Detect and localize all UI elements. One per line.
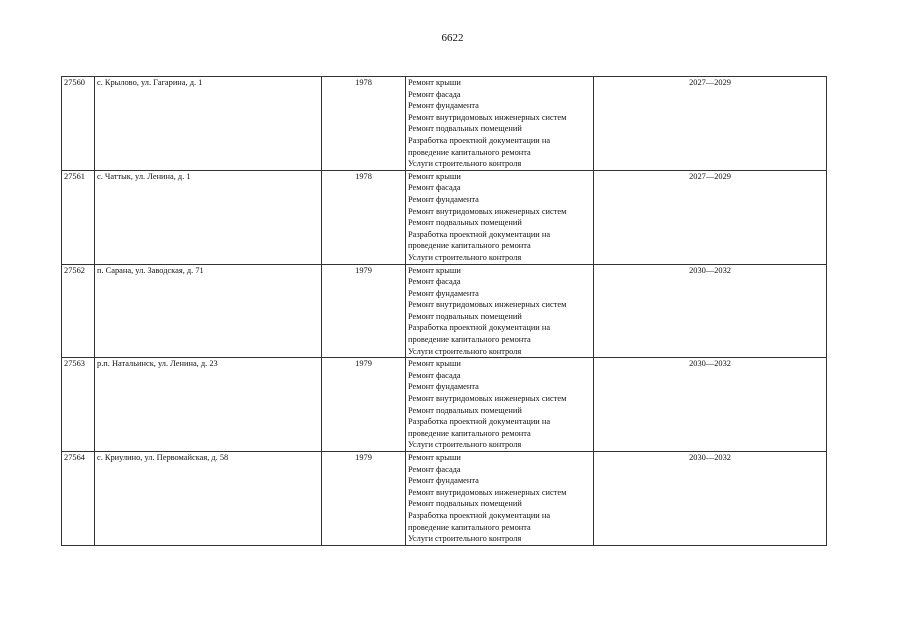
work-item: Ремонт крыши	[408, 359, 461, 369]
works-list-cell	[406, 77, 594, 171]
building-number-cell: 27562	[62, 264, 95, 358]
work-item: Услуги строительного контроля	[408, 440, 522, 450]
work-item: Ремонт фундамента	[408, 476, 479, 486]
address-cell: с. Крылово, ул. Гагарина, д. 1	[95, 77, 322, 171]
works-list-cell	[406, 452, 594, 546]
work-item: Ремонт фундамента	[408, 288, 479, 298]
work-item: Ремонт подвальных помещений	[408, 499, 522, 509]
work-item: Разработка проектной документации на	[408, 510, 551, 520]
address-cell: р.п. Натальинск, ул. Ленина, д. 23	[95, 358, 322, 452]
building-number-cell: 27564	[62, 452, 95, 546]
table-row	[62, 77, 827, 171]
building-number-cell: 27563	[62, 358, 95, 452]
work-item: Услуги строительного контроля	[408, 159, 522, 169]
work-item: проведение капитального ремонта	[408, 335, 531, 345]
work-item: Ремонт подвальных помещений	[408, 405, 522, 415]
works-list-cell	[406, 358, 594, 452]
work-item: Разработка проектной документации на	[408, 323, 551, 333]
work-item: Ремонт подвальных помещений	[408, 218, 522, 228]
work-item: проведение капитального ремонта	[408, 241, 531, 251]
period-cell: 2027—2029	[594, 170, 827, 264]
work-item: Ремонт фундамента	[408, 382, 479, 392]
table-row	[62, 452, 827, 546]
work-item: Ремонт фасада	[408, 370, 461, 380]
period-cell: 2030—2032	[594, 358, 827, 452]
work-item: Ремонт фундамента	[408, 194, 479, 204]
work-item: Разработка проектной документации на	[408, 229, 551, 239]
works-list-cell	[406, 264, 594, 358]
work-item: Ремонт фасада	[408, 464, 461, 474]
work-item: Услуги строительного контроля	[408, 534, 522, 544]
work-item: Ремонт внутридомовых инженерных систем	[408, 300, 567, 310]
year-cell: 1979	[322, 264, 406, 358]
work-item: проведение капитального ремонта	[408, 522, 531, 532]
work-item: Услуги строительного контроля	[408, 346, 522, 356]
work-item: Ремонт крыши	[408, 171, 461, 181]
year-cell: 1979	[322, 452, 406, 546]
work-item: Ремонт внутридомовых инженерных систем	[408, 112, 567, 122]
work-item: проведение капитального ремонта	[408, 147, 531, 157]
period-cell: 2030—2032	[594, 264, 827, 358]
year-cell: 1978	[322, 170, 406, 264]
work-item: Разработка проектной документации на	[408, 417, 551, 427]
building-number-cell: 27561	[62, 170, 95, 264]
work-item: Ремонт внутридомовых инженерных систем	[408, 394, 567, 404]
table-body	[62, 77, 827, 546]
work-item: Ремонт фасада	[408, 183, 461, 193]
work-item: Ремонт внутридомовых инженерных систем	[408, 487, 567, 497]
work-item: Ремонт фасада	[408, 89, 461, 99]
works-list-cell	[406, 170, 594, 264]
address-cell: п. Сарана, ул. Заводская, д. 71	[95, 264, 322, 358]
work-item: Ремонт крыши	[408, 78, 461, 87]
table-row	[62, 358, 827, 452]
table-row	[62, 264, 827, 358]
address-cell: с. Чаттык, ул. Ленина, д. 1	[95, 170, 322, 264]
year-cell: 1978	[322, 77, 406, 171]
work-item: Разработка проектной документации на	[408, 135, 551, 145]
work-item: Ремонт крыши	[408, 265, 461, 275]
work-item: Ремонт внутридомовых инженерных систем	[408, 206, 567, 216]
building-number-cell: 27560	[62, 77, 95, 171]
address-cell: с. Криулино, ул. Первомайская, д. 58	[95, 452, 322, 546]
repair-schedule-table	[61, 76, 827, 546]
work-item: Ремонт фундамента	[408, 101, 479, 111]
work-item: проведение капитального ремонта	[408, 428, 531, 438]
period-cell: 2030—2032	[594, 452, 827, 546]
work-item: Ремонт подвальных помещений	[408, 124, 522, 134]
table-row	[62, 170, 827, 264]
year-cell: 1979	[322, 358, 406, 452]
work-item: Ремонт крыши	[408, 453, 461, 462]
work-item: Ремонт подвальных помещений	[408, 311, 522, 321]
page-number: 6622	[441, 32, 464, 44]
period-cell: 2027—2029	[594, 77, 827, 171]
work-item: Услуги строительного контроля	[408, 252, 522, 262]
work-item: Ремонт фасада	[408, 277, 461, 287]
